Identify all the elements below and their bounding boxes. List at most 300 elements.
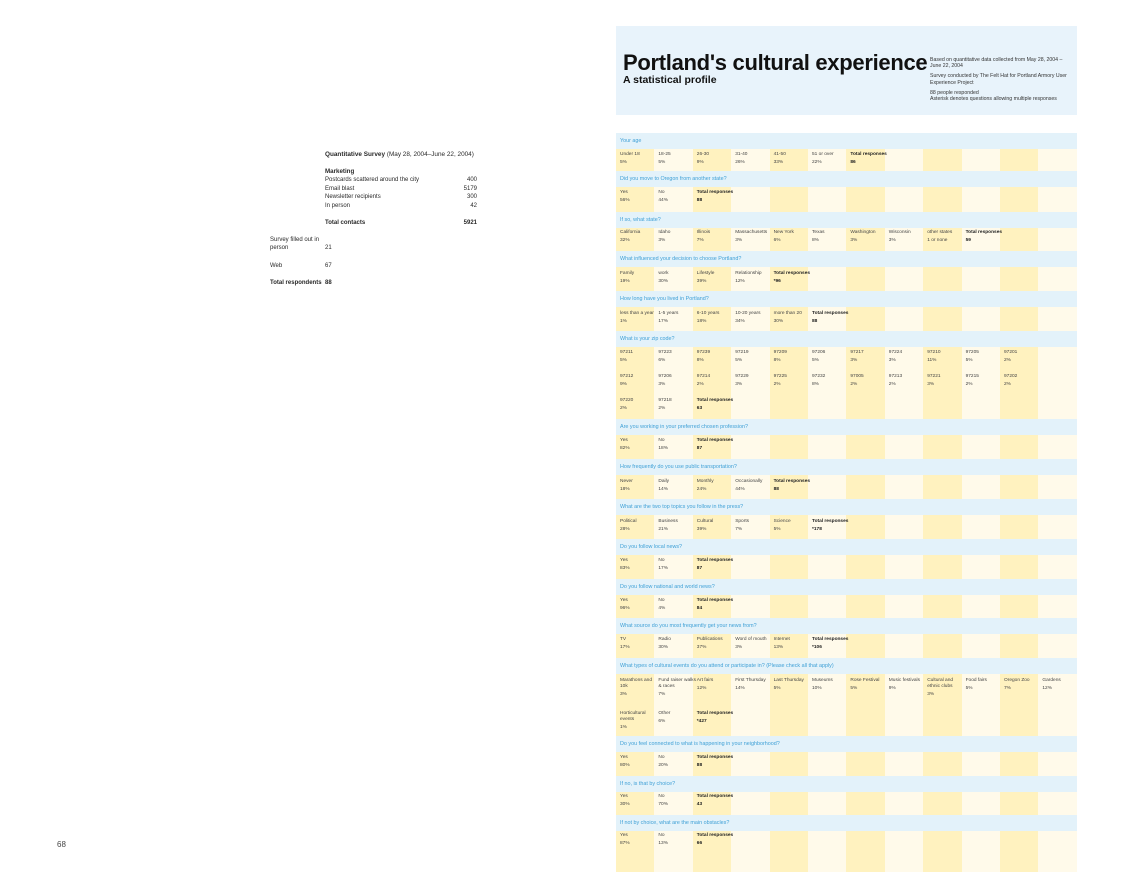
answer-cell [774,152,812,166]
answer-label: Other [658,711,671,716]
answer-value: 17% [620,645,630,651]
answer-label: 97210 [927,350,941,355]
answer-cell [812,678,850,692]
answer-label: 1-5 years [658,311,679,316]
answer-cell [812,350,850,364]
question-text: Do you follow local news? [620,544,683,550]
question-text: What source do you most frequently get your news from? [620,623,757,629]
answer-value: 5% [773,686,781,692]
answer-label: Total responses [696,598,734,603]
answer-value: 11% [927,358,937,364]
marketing-heading: Marketing [325,168,355,175]
answer-cell [697,230,735,244]
total-responses-cell [697,398,735,412]
answer-label: California [620,230,641,235]
answer-label: Music festivals [888,678,920,683]
answer-label: 97232 [812,374,826,379]
answer-label: 6-10 years [696,311,720,316]
answer-cell [697,271,735,285]
answer-value: 3% [927,691,935,697]
answer-label: Total responses [696,755,734,760]
answer-value: 3% [620,691,627,697]
answer-value: 2% [773,382,781,388]
answer-label: 41-50 [773,152,786,157]
answer-cell [1004,678,1042,692]
page-subtitle: A statistical profile [623,74,717,86]
answer-label: Never [620,479,633,484]
answer-label: 97220 [620,398,634,403]
answer-value: 18% [620,487,630,493]
question-text: Are you working in your preferred chosen profession? [620,424,748,430]
question-text: Did you move to Oregon from another state? [620,176,727,182]
survey-dates: (May 28, 2004–June 22, 2004) [386,151,474,158]
answer-label: Total responses [696,833,734,838]
answer-cell [966,374,1004,388]
answer-value: 80% [620,763,630,769]
answer-value: 18% [696,319,707,325]
answer-value: 2% [696,382,704,388]
answer-label: 97201 [1004,350,1018,355]
answer-value: 30% [773,319,784,325]
answer-value: 17% [658,319,668,325]
answer-label: Under 18 [620,152,640,157]
answer-label: Illinois [696,230,711,235]
question-text: Do you follow national and world news? [620,584,715,590]
question-text: What influenced your decision to choose Portland? [620,256,742,262]
answer-cell [620,350,658,364]
answer-value: 3% [658,382,666,388]
answer-label: 18-25 [658,152,671,157]
total-responses-cell [697,190,735,204]
marketing-value: 300 [466,194,477,200]
answer-value: 6% [658,358,666,364]
answer-cell [735,350,773,364]
answer-label: No [658,558,665,563]
total-responses-cell [697,833,735,847]
answer-label: Word of mouth [735,637,767,642]
answer-value: 82% [620,446,630,452]
answer-value: 3% [850,238,858,244]
answer-cell [697,374,735,388]
answer-value: 88 [696,198,703,204]
answer-label: Wisconsin [888,230,911,235]
answer-value: 59 [965,238,971,244]
marketing-value: 400 [466,177,477,183]
answer-cell [889,678,927,692]
answer-value: 44% [658,198,668,204]
answer-label: Fund raiser walks & races [658,678,696,689]
survey-notes [930,57,1075,106]
answer-label: 97223 [658,350,672,355]
answer-cell [620,519,658,533]
answer-value: 12% [1042,686,1052,692]
answer-label: Total responses [696,398,734,403]
total-responses-cell [697,558,735,572]
answer-label: Political [620,519,637,524]
answer-value: 5% [850,686,858,692]
answer-value: 13% [658,841,668,847]
answer-label: TV [620,637,627,642]
answer-label: Total responses [812,311,849,316]
answer-cell [620,637,658,651]
total-responses-cell [774,479,812,493]
answer-label: Relationship [735,271,762,276]
answer-value: 1% [620,724,627,730]
marketing-row [325,194,477,200]
answer-value: 10% [812,686,822,692]
answer-value: 5% [965,358,973,364]
answer-value: 63 [696,406,703,412]
answer-cell [735,271,773,285]
answer-label: Total responses [773,479,811,484]
total-responses-cell [812,519,850,533]
answer-cell [735,678,773,692]
answer-value: 88 [696,763,703,769]
total-responses-cell [966,230,1004,244]
question-band [616,776,1077,792]
answer-label: Radio [658,637,671,642]
total-responses-cell [697,794,735,808]
answer-label: 97225 [773,374,787,379]
answer-label: Total responses [696,190,734,195]
answer-value: 2% [1004,358,1011,364]
answer-label: Daily [658,479,670,484]
answer-value: 87 [696,446,703,452]
total-responses-cell [812,637,850,651]
answer-value: 5% [658,160,666,166]
answer-label: 31-40 [735,152,748,157]
answer-value: 1% [620,319,627,325]
answer-value: 2% [965,382,973,388]
total-respondents-value: 88 [325,279,332,286]
answer-cell [927,374,965,388]
answer-cell [658,598,696,612]
answer-cell [735,479,773,493]
total-contacts-label: Total contacts [325,219,366,226]
answer-value: 22% [812,160,822,166]
answer-cell [620,190,658,204]
note-text: Based on quantitative data collected from May 28, 2004 – June 22, 2004 [930,57,1063,70]
answer-value: 2% [620,406,627,412]
answer-label: No [658,833,665,838]
answer-value: 3% [735,238,743,244]
question-text: How frequently do you use public transportation? [620,464,737,470]
answer-value: 66 [696,841,703,847]
answer-cell [774,678,812,692]
answer-value: 6% [773,238,781,244]
answer-cell [697,678,735,692]
answer-value: 5% [620,160,627,166]
answer-cell [658,311,696,325]
answer-label: Yes [620,755,628,760]
answer-value: 8% [696,358,704,364]
answer-label: more than 20 [773,311,802,316]
answer-cell [850,374,888,388]
answer-label: 97221 [927,374,941,379]
answer-cell [812,374,850,388]
answer-cell [735,374,773,388]
answer-label: No [658,190,665,195]
answer-cell [658,350,696,364]
total-responses-cell [850,152,888,166]
total-responses-cell [812,311,850,325]
answer-value: 30% [658,279,668,285]
answer-cell [774,374,812,388]
answer-cell [850,230,888,244]
answer-label: less than a year [620,311,654,316]
answer-cell [774,230,812,244]
answer-cell [658,230,696,244]
question-band [616,212,1077,228]
answer-value: 2% [658,406,666,412]
answer-label: 97215 [965,374,979,379]
answer-value: 30% [620,802,630,808]
answer-value: 12% [735,279,745,285]
answer-cell [774,350,812,364]
answer-label: 97005 [850,374,864,379]
answer-cell [620,438,658,452]
total-responses-cell [697,438,735,452]
answer-label: Total responses [850,152,887,157]
answer-label: 97218 [658,398,672,403]
answer-label: Cultural [696,519,714,524]
web-value: 67 [325,262,332,269]
answer-label: No [658,598,665,603]
answer-label: 97211 [620,350,633,355]
answer-value: 12% [696,686,707,692]
answer-cell [774,311,812,325]
answer-value: 83% [620,566,630,572]
answer-label: Gardens [1042,678,1061,683]
marketing-label: Newsletter recipients [325,194,381,200]
total-contacts-row [325,220,477,226]
answer-value: 43 [696,802,703,808]
answer-value: 2% [850,382,858,388]
answer-cell [620,271,658,285]
answer-value: 5% [620,358,627,364]
answer-label: No [658,794,665,799]
marketing-row [325,203,477,209]
total-responses-cell [697,755,735,769]
answer-label: Yes [620,598,628,603]
total-responses-cell [697,598,735,612]
answer-label: Rose Festival [850,678,880,683]
answer-label: Total responses [696,558,734,563]
answer-value: 8% [812,382,819,388]
answer-cell [889,230,927,244]
answer-label: Business [658,519,678,524]
question-text: If not by choice, what are the main obstacles? [620,820,730,826]
page-number: 68 [57,840,66,849]
answer-value: 30% [658,645,668,651]
answer-cell [658,794,696,808]
answer-label: Horticultural events [620,711,646,722]
answer-value: 87% [620,841,630,847]
answer-label: Idaho [658,230,671,235]
answer-value: 70% [658,802,668,808]
answer-cell [658,152,696,166]
left-page [0,0,560,872]
answer-value: 18% [658,446,668,452]
marketing-row [325,177,477,183]
answer-label: Yes [620,833,628,838]
answer-cell [658,637,696,651]
answer-value: 7% [1004,686,1011,692]
marketing-value: 5179 [463,185,477,192]
answer-value: 8% [773,358,781,364]
answer-label: 51 or over [812,152,834,157]
answer-label: Lifestyle [696,271,715,276]
answer-value: 32% [620,238,630,244]
answer-value: 5% [812,358,819,364]
answer-label: Publications [696,637,723,642]
note-text: 88 people responded [930,89,979,96]
answer-cell [658,755,696,769]
answer-cell [850,350,888,364]
answer-cell [658,398,696,412]
answer-label: Marathons and 10k [620,678,652,689]
answer-label: 97224 [888,350,903,355]
answer-value: 19% [620,279,630,285]
answer-label: 97213 [888,374,903,379]
answer-value: 44% [735,487,745,493]
answer-value: 3% [888,358,896,364]
answer-label: 97217 [850,350,864,355]
marketing-label: Postcards scattered around the city [325,177,420,183]
answer-value: 28% [620,527,630,533]
question-text: What is your zip code? [620,336,675,342]
answer-cell [620,374,658,388]
answer-label: 97206 [812,350,826,355]
answer-cell [735,230,773,244]
answer-label: 97205 [965,350,979,355]
answer-label: Museums [812,678,833,683]
answer-cell [658,438,696,452]
answer-cell [658,190,696,204]
answer-value: 24% [696,487,707,493]
answer-cell [620,598,658,612]
answer-label: 97209 [773,350,787,355]
survey-title: Quantitative Survey [325,151,386,158]
answer-label: Washington [850,230,876,235]
question-text: Do you feel connected to what is happening in your neighborhood? [620,741,780,747]
answer-value: 9% [696,160,704,166]
answer-label: Yes [620,794,628,799]
answer-value: 34% [735,319,745,325]
question-text: Your age [620,138,642,144]
answer-label: other states [927,230,953,235]
answer-cell [658,479,696,493]
question-band [616,539,1077,555]
answer-cell [735,152,773,166]
answer-value: 14% [735,686,745,692]
marketing-label: In person [325,202,351,209]
answer-value: 3% [658,238,666,244]
answer-label: Total responses [696,711,734,716]
answer-label: Total responses [696,438,734,443]
statistics-table [616,133,1077,872]
answer-value: 5% [735,358,743,364]
answer-label: Total responses [773,271,811,276]
answer-value: *427 [696,719,707,725]
answer-cell [697,350,735,364]
answer-cell [620,794,658,808]
answer-label: 26-30 [696,152,710,157]
answer-label: Yes [620,438,628,443]
answer-cell [658,833,696,847]
answer-cell [620,678,658,697]
question-band [616,331,1077,347]
answer-cell [620,152,658,166]
total-responses-cell [697,711,735,725]
answer-cell [697,152,735,166]
answer-value: 13% [773,645,784,651]
answer-value: 17% [658,566,668,572]
answer-cell [1004,350,1042,364]
answer-value: 33% [773,160,784,166]
answer-value: 39% [696,279,707,285]
answer-cell [966,678,1004,692]
answer-value: 84 [696,606,703,612]
answer-value: 3% [850,358,858,364]
answer-value: 5% [965,686,973,692]
answer-cell [735,519,773,533]
answer-value: 14% [658,487,668,493]
question-text: If no, is that by choice? [620,781,676,787]
answer-cell [966,350,1004,364]
answer-label: 97219 [735,350,749,355]
answer-label: Oregon Zoo [1004,678,1030,683]
web-label: Web [270,262,283,269]
answer-cell [658,711,696,725]
question-band [616,133,1077,149]
answer-cell [658,271,696,285]
answer-value: 3% [888,238,896,244]
answer-cell [697,637,735,651]
answer-value: 6% [658,719,666,725]
answer-value: 7% [658,691,666,697]
answer-value: 7% [735,527,743,533]
answer-value: 86 [850,160,856,166]
answer-cell [620,711,658,730]
answer-label: 97202 [1004,374,1018,379]
answer-cell [812,230,850,244]
answer-value: 87 [696,566,703,572]
answer-label: First Thursday [735,678,766,683]
answer-value: 2% [1004,382,1011,388]
answer-cell [850,678,888,692]
answer-value: 37% [696,645,707,651]
answer-label: 97229 [735,374,749,379]
answer-label: Total responses [812,637,849,642]
answer-value: *106 [812,645,822,651]
answer-cell [1042,678,1080,692]
answer-value: *178 [812,527,822,533]
answer-label: Massachusetts [735,230,768,235]
answer-label: 97239 [696,350,711,355]
answer-label: 97212 [620,374,634,379]
answer-label: Food fairs [965,678,987,683]
answer-cell [620,755,658,769]
answer-cell [697,311,735,325]
answer-cell [812,152,850,166]
answer-value: 9% [888,686,896,692]
survey-filled-label: Survey filled out in person [270,237,320,251]
answer-value: 3% [927,382,935,388]
answer-cell [658,519,696,533]
answer-label: Occasionally [735,479,763,484]
answer-label: Last Thursday [773,678,804,683]
